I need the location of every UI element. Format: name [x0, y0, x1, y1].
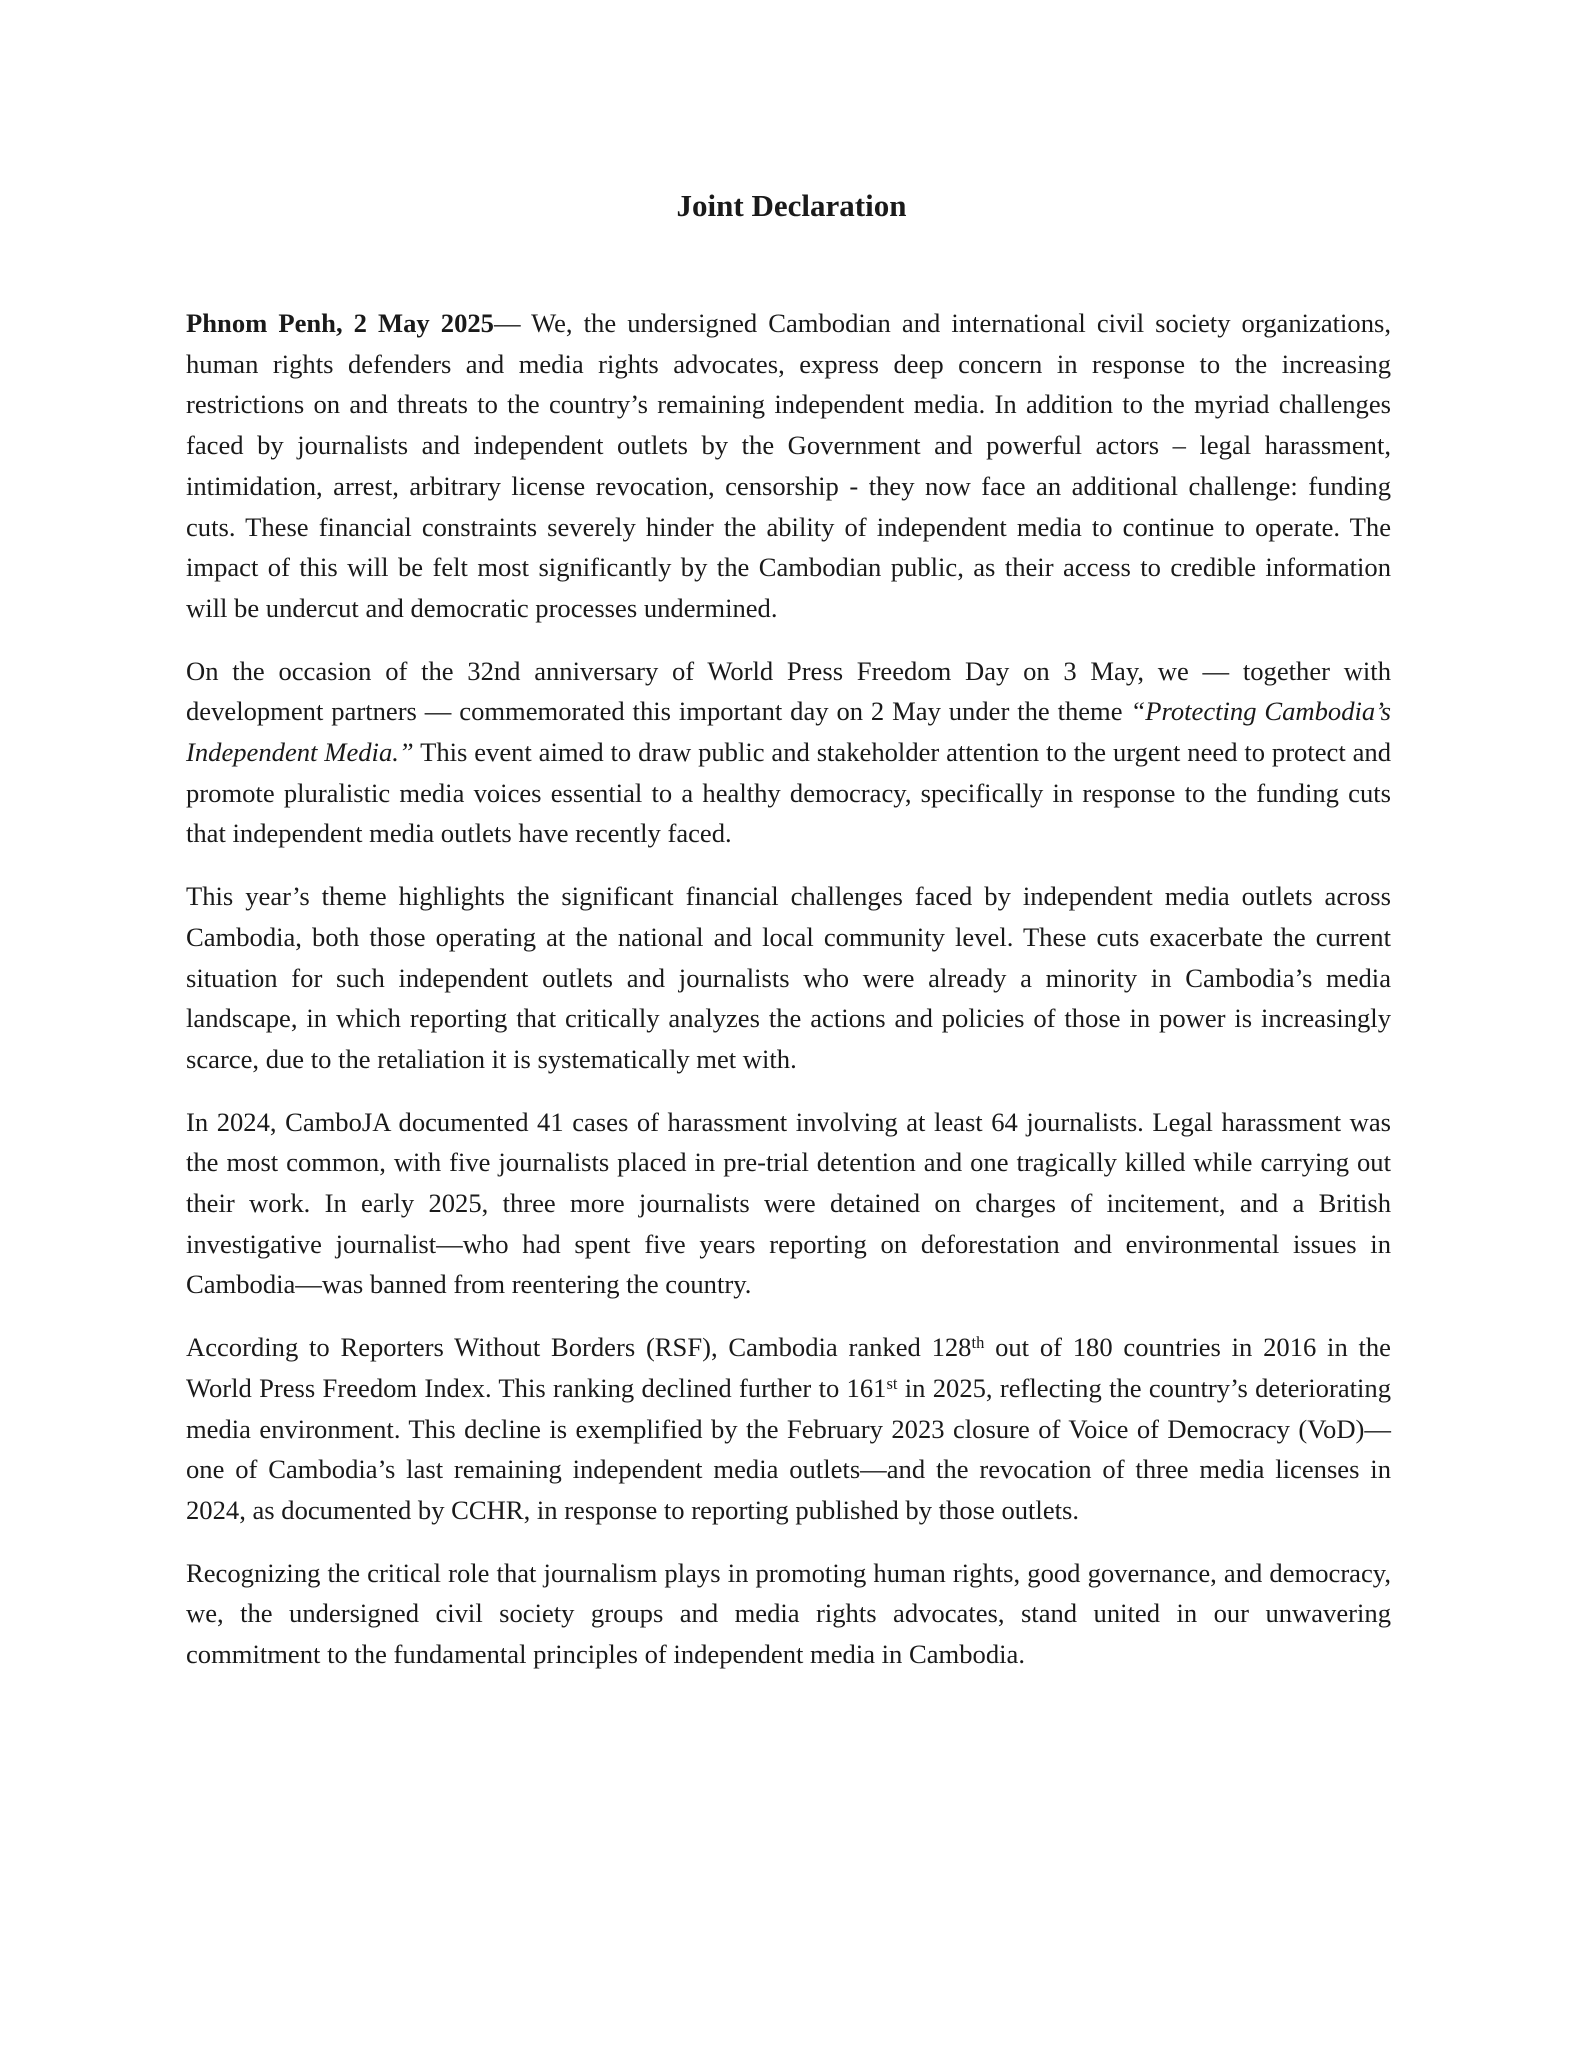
- superscript-st: st: [886, 1373, 898, 1393]
- paragraph-harassment: In 2024, CamboJA documented 41 cases of harassment involving at least 64 journalists. Legal harassment was the most common, with five journalists placed in pre-trial detention and one tragically killed while carrying out their work. In early 2025, three more journalists were detained on charges of incitement, and a British investigative journalist—who had spent five years reporting on deforestation and environmental issues in Cambodia—was banned from reentering the country.: [186, 1106, 1391, 1300]
- paragraph-occasion: [186, 651, 1391, 855]
- dateline: Phnom Penh, 2 May 2025: [186, 308, 494, 338]
- paragraph-intro-text: — We, the undersigned Cambodian and international civil society organizations, human rights defenders and media rights advocates, express deep concern in response to the increasing restrictions on and threats to the country’s remaining independent media. In addition to the myriad challenges faced by journalists and independent outlets by the Government and powerful actors – legal harassment, intimidation, arrest, arbitrary license revocation, censorship - they now face an additional challenge: funding cuts. These financial constraints severely hinder the ability of independent media to continue to operate. The impact of this will be felt most significantly by the Cambodian public, as their access to credible information will be undercut and democratic processes undermined.: [186, 308, 1391, 623]
- paragraph-ranking-part1: According to Reporters Without Borders (RSF), Cambodia ranked 128: [186, 1332, 972, 1363]
- paragraph-occasion-before: On the occasion of the 32nd anniversary of World Press Freedom Day on 3 May, we — together with development partners — commemorated this important day on 2 May under the theme: [186, 655, 1391, 727]
- paragraph-intro: [186, 303, 1391, 629]
- paragraph-occasion-after: This event aimed to draw public and stakeholder attention to the urgent need to protect and promote pluralistic media voices essential to a healthy democracy, specifically in response to the funding cuts that independent media outlets have recently faced.: [186, 737, 1391, 849]
- paragraph-commitment: Recognizing the critical role that journalism plays in promoting human rights, good governance, and democracy, we, the undersigned civil society groups and media rights advocates, stand united in our unwavering commitment to the fundamental principles of independent media in Cambodia.: [186, 1557, 1391, 1670]
- paragraph-theme: This year’s theme highlights the significant financial challenges faced by independent media outlets across Cambodia, both those operating at the national and local community level. These cuts exacerbate the current situation for such independent outlets and journalists who were already a minority in Cambodia’s media landscape, in which reporting that critically analyzes the actions and policies of those in power is increasingly scarce, due to the retaliation it is systematically met with.: [186, 881, 1391, 1074]
- paragraph-ranking-part3: in 2025, reflecting the country’s deteriorating media environment. This decline is exemplified by the February 2023 closure of Voice of Democracy (VoD)—one of Cambodia’s last remaining independent media outlets—and the revocation of three media licenses in 2024, as documented by CCHR, in response to reporting published by those outlets.: [186, 1372, 1391, 1525]
- superscript-th: th: [971, 1332, 985, 1352]
- document-title: Joint Declaration: [676, 188, 907, 223]
- theme-quote: “Protecting Cambodia’s Independent Media.”: [186, 696, 1391, 768]
- paragraph-ranking-part2: out of 180 countries in 2016 in the World Press Freedom Index. This ranking declined further to 161: [186, 1332, 1391, 1403]
- document-body: [186, 303, 1391, 1697]
- paragraph-ranking: [186, 1327, 1391, 1531]
